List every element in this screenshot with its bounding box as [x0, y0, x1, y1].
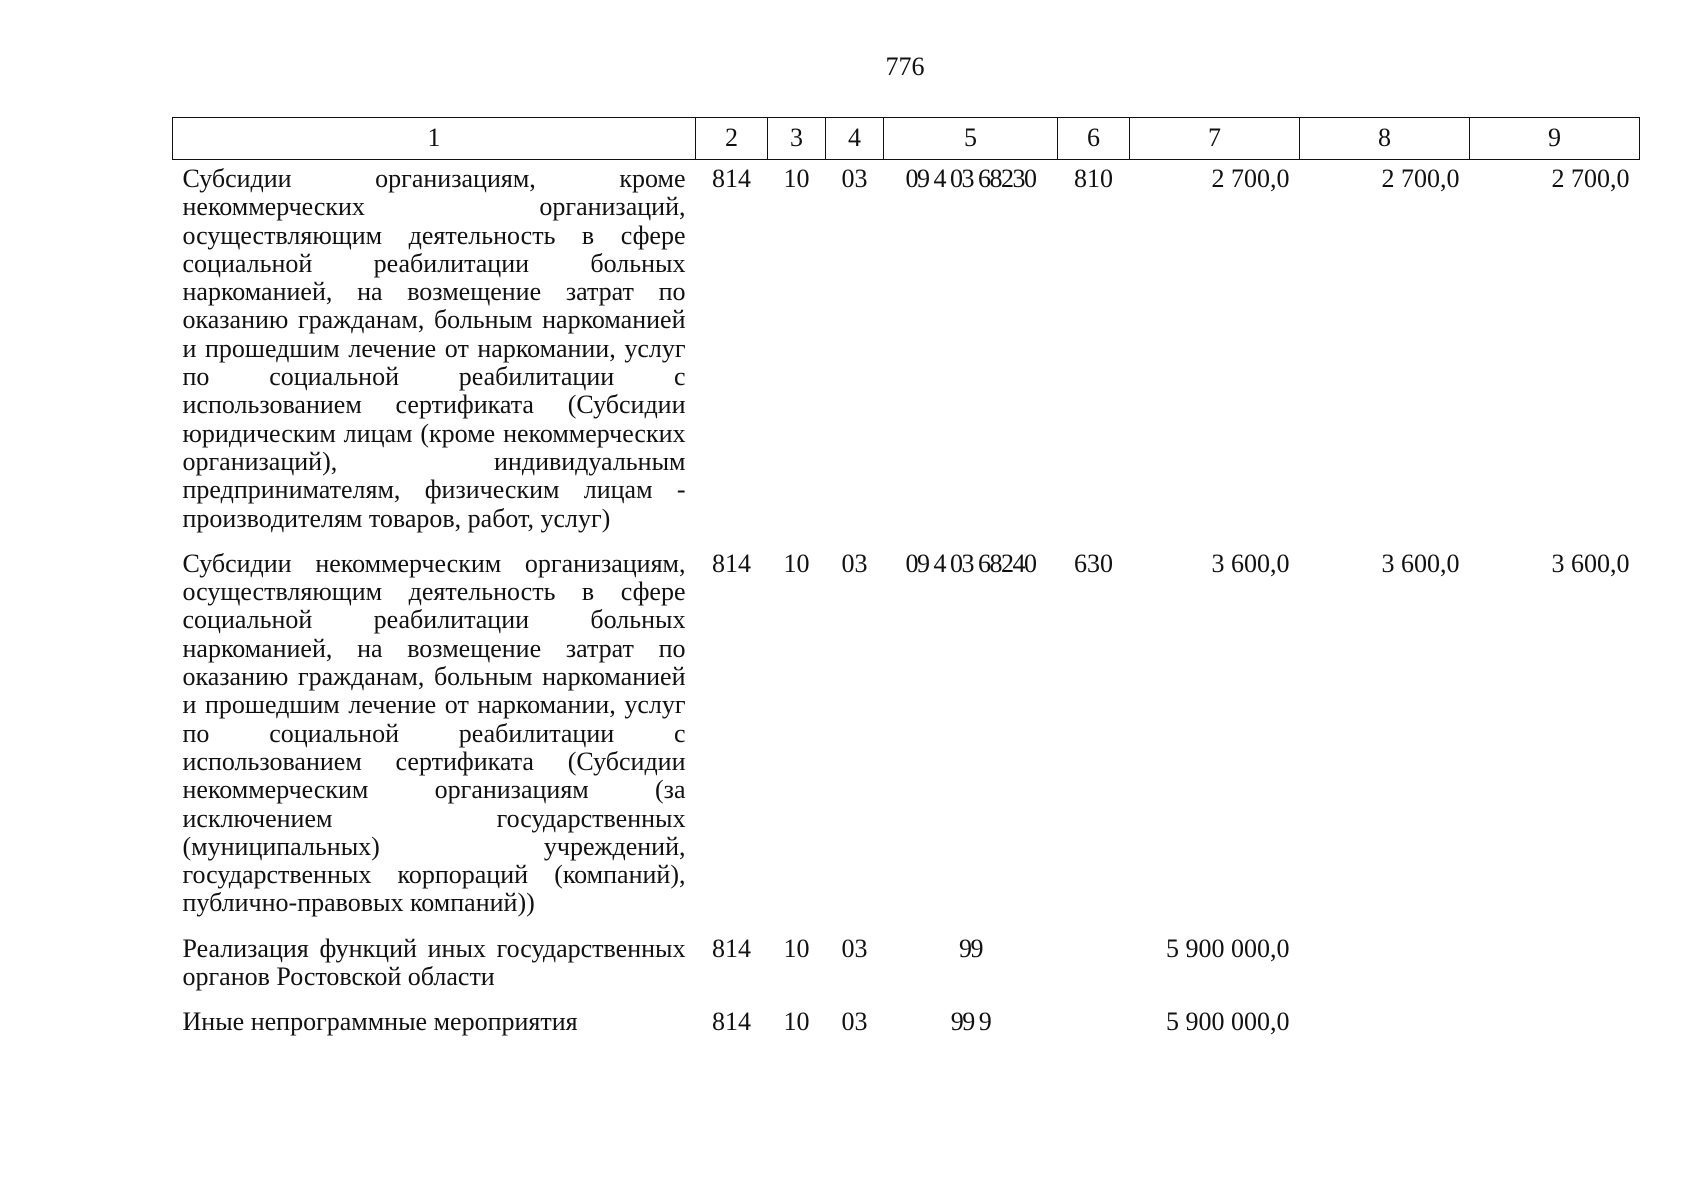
expense-type-code	[1058, 930, 1130, 1004]
table-row	[173, 930, 1640, 1004]
target-article-code: 09 4 03 68240	[905, 548, 1036, 578]
amount-col9	[1470, 930, 1640, 1004]
row-description: Реализация функций иных государственных органов Ростовской области	[182, 933, 686, 992]
column-header: 2	[696, 118, 768, 160]
subsection-code: 03	[841, 1007, 868, 1037]
section-code: 10	[783, 933, 810, 963]
section-code: 10	[783, 548, 810, 578]
target-article-code: 99	[959, 933, 982, 963]
table-row	[173, 545, 1640, 930]
ministry-code: 814	[712, 548, 751, 578]
subsection-code: 03	[841, 933, 868, 963]
expense-type-code	[1058, 1003, 1130, 1048]
column-header: 7	[1130, 118, 1300, 160]
column-header: 9	[1470, 118, 1640, 160]
amount-col9: 3 600,0	[1551, 548, 1630, 578]
column-header: 5	[884, 118, 1058, 160]
target-article-code: 99 9	[950, 1007, 991, 1037]
table-row	[173, 160, 1640, 545]
column-header: 4	[826, 118, 884, 160]
expense-type-code: 810	[1074, 164, 1113, 193]
amount-col8: 2 700,0	[1381, 164, 1460, 193]
section-code: 10	[783, 1007, 810, 1037]
subsection-code: 03	[841, 548, 868, 578]
ministry-code: 814	[712, 164, 751, 193]
target-article-code: 09 4 03 68230	[905, 164, 1036, 193]
column-header: 8	[1300, 118, 1470, 160]
budget-table	[172, 117, 1640, 1049]
page-number: 776	[885, 52, 925, 81]
amount-col7: 5 900 000,0	[1166, 1007, 1290, 1037]
row-description: Иные непрограммные мероприятия	[182, 1007, 578, 1037]
subsection-code: 03	[841, 164, 868, 193]
ministry-code: 814	[712, 1007, 751, 1037]
amount-col9: 2 700,0	[1551, 164, 1630, 193]
amount-col8: 3 600,0	[1381, 548, 1460, 578]
table-header-row	[173, 118, 1640, 160]
column-header: 6	[1058, 118, 1130, 160]
row-description: Субсидии организациям, кроме некоммерческих организаций, осуществляющим деятельность в сфере социальной реабилитации больных наркоманией, на возмещение затрат по оказанию гражданам, больным наркоманией и прошедшим лечение от наркомании, услуг по социальной реабилитации с использованием сертификата (Субсидии юридическим лицам (кроме некоммерческих организаций), индивидуальным предпринимателям, физическим лицам - производителям товаров, работ, услуг)	[182, 164, 686, 533]
column-header: 3	[768, 118, 826, 160]
amount-col7: 5 900 000,0	[1166, 933, 1290, 963]
amount-col7: 2 700,0	[1211, 164, 1290, 193]
amount-col8	[1300, 1003, 1470, 1048]
ministry-code: 814	[712, 933, 751, 963]
amount-col7: 3 600,0	[1211, 548, 1290, 578]
amount-col9	[1470, 1003, 1640, 1048]
row-description: Субсидии некоммерческим организациям, осуществляющим деятельность в сфере социальной реабилитации больных наркоманией, на возмещение затрат по оказанию гражданам, больным наркоманией и прошедшим лечение от наркомании, услуг по социальной реабилитации с использованием сертификата (Субсидии некоммерческим организациям (за исключением государственных (муниципальных) учреждений, государственных корпораций (компаний), публично-правовых компаний))	[182, 548, 686, 918]
column-header: 1	[173, 118, 696, 160]
section-code: 10	[783, 164, 810, 193]
table-row	[173, 1003, 1640, 1048]
amount-col8	[1300, 930, 1470, 1004]
expense-type-code: 630	[1074, 548, 1113, 578]
